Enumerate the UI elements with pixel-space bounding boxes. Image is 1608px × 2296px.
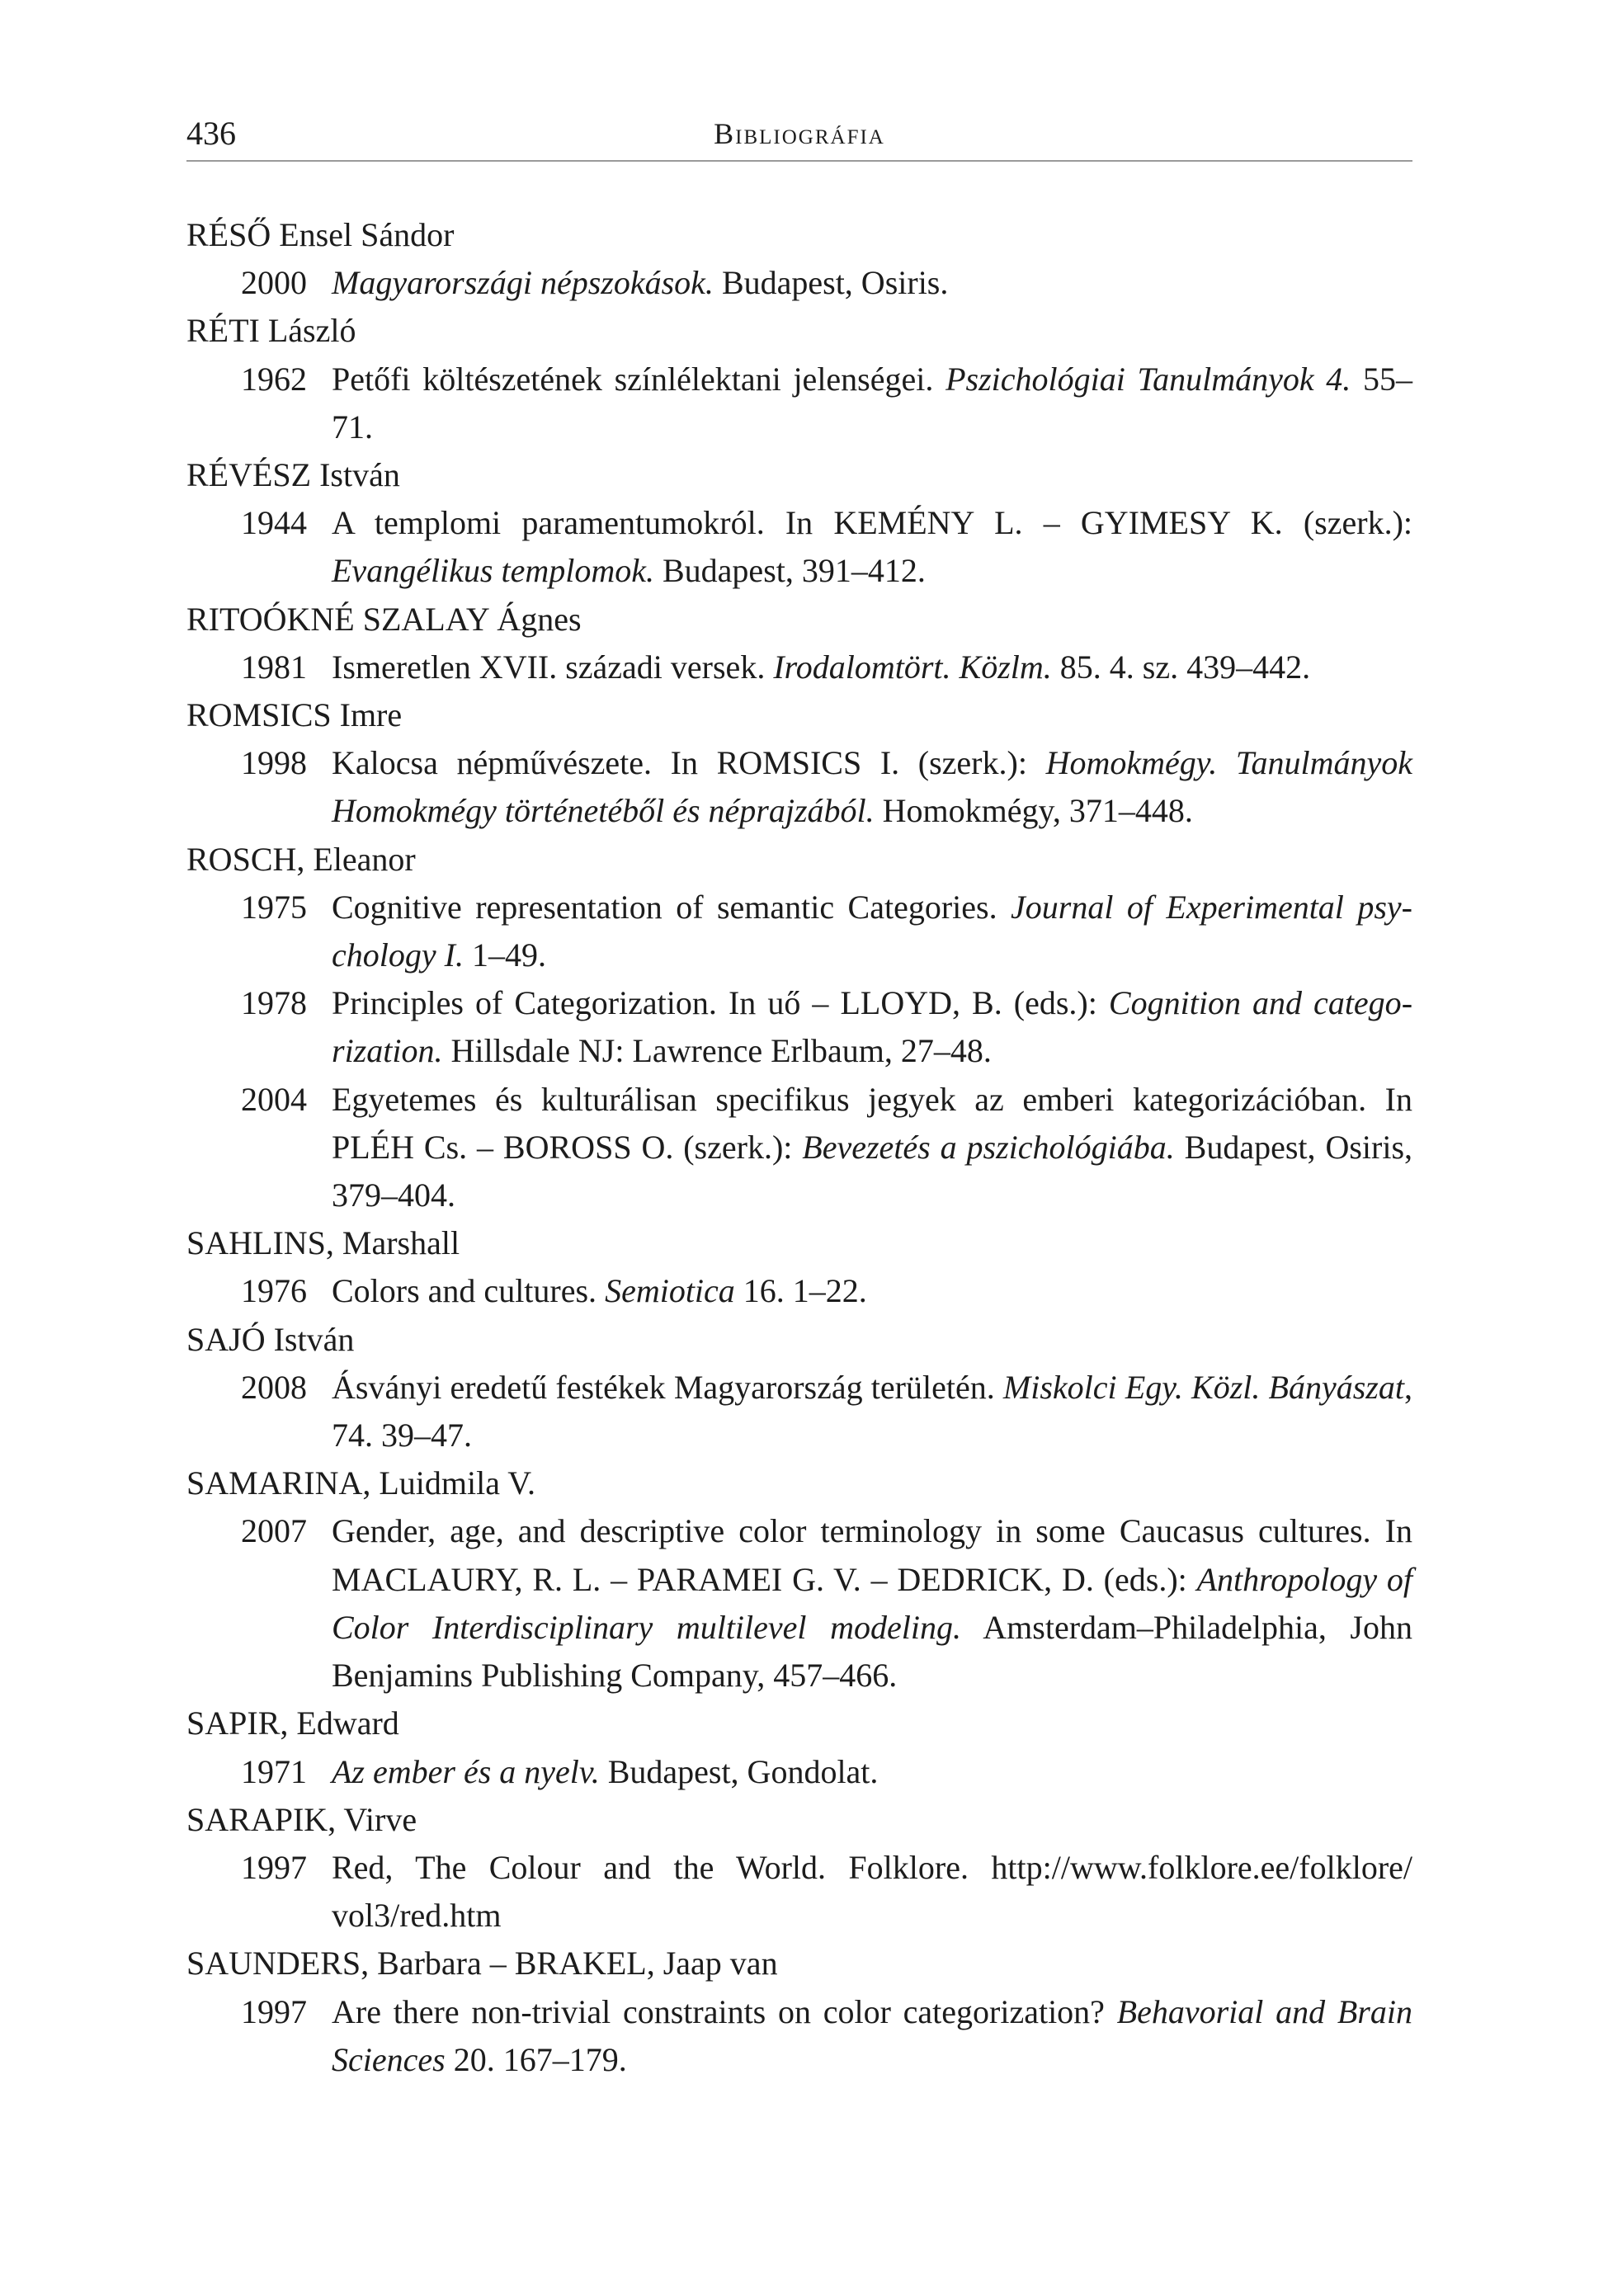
entry-text-segment: A templomi paramentumokról. In KEMÉNY L. – GYIMESY K. (szerk.): — [332, 504, 1412, 542]
entry-text-segment: Gender, age, and descriptive color terminology in some Caucasus cultures. In MACLAURY, R. L. – PARAMEI G. V. – DEDRICK, D. (eds.): — [332, 1512, 1412, 1598]
entry-text — [332, 499, 1412, 595]
author-heading: RÉVÉSZ István — [186, 456, 400, 494]
entry-year: 1997 — [241, 1848, 307, 1886]
author-heading: RÉTI László — [186, 312, 356, 350]
entry-text — [332, 1988, 1412, 2084]
entry-text-segment: Cognitive representation of semantic Categories. — [332, 888, 1011, 926]
entry-title-italic: Homokmégy. Tanulmányok Homokmégy történetéből és néprajzából. — [332, 744, 1413, 830]
entry-text-segment: 55–71. — [332, 360, 1413, 446]
entry-title-italic: Irodalomtört. Közlm. — [773, 648, 1052, 686]
entry-title-italic: Journal of Experimental psychology I. — [332, 888, 1412, 974]
entry-text-segment: Homokmégy, 371–448. — [874, 792, 1193, 830]
bibliography-entry — [186, 356, 1412, 451]
entry-title-italic: Evangélikus templomok. — [332, 552, 654, 590]
entry-text — [332, 1507, 1412, 1700]
entry-text-segment: Amsterdam–Philadelphia, John Benjamins Publishing Company, 457–466. — [332, 1608, 1412, 1695]
page-number: 436 — [186, 115, 236, 152]
entry-text-segment: Principles of Categorization. In uő – LLOYD, B. (eds.): — [332, 984, 1109, 1022]
bibliography-entry — [186, 979, 1412, 1075]
entry-text — [332, 1364, 1412, 1459]
entry-title-italic: Magyarországi népszokások. — [332, 264, 714, 302]
entry-title-italic: Az ember és a nyelv. — [332, 1752, 600, 1790]
entry-text-segment: Kalocsa népművészete. In ROMSICS I. (szerk.): — [332, 744, 1046, 782]
entry-title-italic: Anthropology of Color Interdisciplinary multilevel modeling. — [332, 1560, 1412, 1646]
running-header — [186, 114, 1412, 162]
entry-year: 2007 — [241, 1512, 307, 1550]
bibliography-entry — [186, 1748, 1412, 1796]
entry-title-italic: Behavorial and Brain Sciences — [332, 1992, 1412, 2078]
entry-text-segment: Red, The Colour and the World. Folklore. http://www.folklore.ee/folklore/ vol3/red.htm — [332, 1848, 1412, 1935]
author-heading: SAUNDERS, Barbara – BRAKEL, Jaap van — [186, 1945, 778, 1982]
entry-text-segment: Petőfi költészetének színlélektani jelenségei. — [332, 360, 946, 398]
entry-text — [332, 1748, 1412, 1796]
entry-text — [332, 884, 1412, 979]
bibliography-entry — [186, 1507, 1412, 1700]
entry-text-segment: Budapest, Gondolat. — [599, 1752, 879, 1790]
bibliography-entry — [186, 1076, 1412, 1220]
entry-text-segment: Colors and cultures. — [332, 1272, 606, 1310]
entry-text-segment: 16. 1–22. — [734, 1272, 867, 1310]
bibliography-entry — [186, 259, 1412, 307]
author-heading: SAMARINA, Luidmila V. — [186, 1464, 536, 1502]
running-head-title: Bibliográfia — [714, 117, 885, 150]
entry-text-segment: Hillsdale NJ: Lawrence Erlbaum, 27–48. — [442, 1032, 992, 1070]
bibliography-entry — [186, 739, 1412, 835]
entry-year: 1971 — [241, 1752, 307, 1790]
entry-title-italic: Semiotica — [605, 1272, 735, 1310]
bibliography-list — [186, 211, 1412, 2084]
entry-year: 1975 — [241, 888, 307, 926]
bibliography-entry — [186, 644, 1412, 691]
entry-text — [332, 1267, 1412, 1315]
entry-title-italic: Miskolci Egy. Közl. Bányászat — [1002, 1368, 1404, 1406]
entry-year: 1944 — [241, 504, 307, 542]
entry-year: 1978 — [241, 984, 307, 1022]
entry-year: 1981 — [241, 648, 307, 686]
entry-text — [332, 1844, 1412, 1940]
bibliography-entry — [186, 1267, 1412, 1315]
entry-text — [332, 259, 1412, 307]
author-heading: RITOÓKNÉ SZALAY Ágnes — [186, 600, 582, 638]
author-heading: ROMSICS Imre — [186, 696, 403, 734]
bibliography-entry — [186, 1844, 1412, 1940]
entry-text — [332, 739, 1412, 835]
author-heading: RÉSŐ Ensel Sándor — [186, 216, 455, 253]
author-heading: SAJÓ István — [186, 1320, 355, 1358]
entry-text-segment: Ásványi eredetű festékek Magyarország területén. — [332, 1368, 1003, 1406]
entry-title-italic: Bevezetés a pszichológiába. — [802, 1128, 1175, 1166]
entry-text-segment: 85. 4. sz. 439–442. — [1051, 648, 1311, 686]
author-heading: SARAPIK, Virve — [186, 1800, 417, 1838]
entry-text-segment: Are there non-trivial constraints on color categorization? — [332, 1992, 1117, 2030]
entry-year: 2008 — [241, 1368, 307, 1406]
bibliography-entry — [186, 499, 1412, 595]
bibliography-entry — [186, 884, 1412, 979]
entry-year: 2000 — [241, 264, 307, 302]
entry-year: 1997 — [241, 1992, 307, 2030]
entry-text-segment: Ismeretlen XVII. századi versek. — [332, 648, 774, 686]
bibliography-entry — [186, 1364, 1412, 1459]
entry-year: 1962 — [241, 360, 307, 398]
entry-text-segment: 20. 167–179. — [445, 2040, 627, 2078]
author-heading: SAHLINS, Marshall — [186, 1224, 460, 1262]
entry-text-segment: 1–49. — [463, 936, 546, 974]
entry-text — [332, 979, 1412, 1075]
entry-year: 2004 — [241, 1080, 307, 1118]
entry-text-segment: Budapest, Osiris, 379–404. — [332, 1128, 1413, 1214]
entry-text-segment: , 74. 39–47. — [332, 1368, 1412, 1454]
entry-text — [332, 644, 1412, 691]
author-heading: ROSCH, Eleanor — [186, 840, 416, 878]
entry-text — [332, 1076, 1412, 1220]
entry-title-italic: Pszichológiai Tanulmányok 4. — [945, 360, 1351, 398]
author-heading: SAPIR, Edward — [186, 1704, 399, 1742]
entry-title-italic: Cognition and categorization. — [332, 984, 1413, 1070]
entry-text-segment: Budapest, Osiris. — [713, 264, 949, 302]
entry-year: 1976 — [241, 1272, 307, 1310]
entry-text-segment: Egyetemes és kulturálisan specifikus jegyek az emberi kategorizációban. In PLÉH Cs. – BOROSS O. (szerk.): — [332, 1080, 1412, 1166]
entry-text — [332, 356, 1412, 451]
entry-text-segment: Budapest, 391–412. — [654, 552, 926, 590]
entry-year: 1998 — [241, 744, 307, 782]
bibliography-entry — [186, 1988, 1412, 2084]
